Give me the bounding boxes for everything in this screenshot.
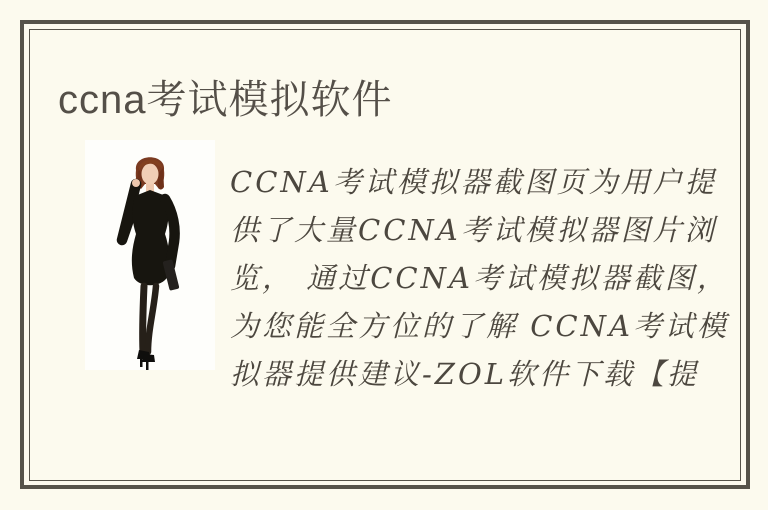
shoe-heel-left <box>140 359 143 367</box>
leg-left <box>143 286 144 352</box>
shoe-heel-right <box>146 362 149 370</box>
woman-illustration <box>85 140 215 370</box>
article-line: 供了大量CCNA考试模拟器图片浏 <box>230 213 717 247</box>
shoe-right <box>142 354 155 362</box>
page-title: ccna考试模拟软件 <box>58 78 393 122</box>
article-text <box>230 158 742 398</box>
woman-photo <box>85 140 215 370</box>
article-line: 拟器提供建议-ZOL软件下载【提 <box>230 357 699 391</box>
leg-right <box>148 286 156 352</box>
article-line: 为您能全方位的了解 CCNA考试模 <box>230 309 729 343</box>
hand <box>132 179 140 187</box>
article-line: CCNA考试模拟器截图页为用户提 <box>230 165 717 199</box>
article-line: 览， 通过CCNA考试模拟器截图， <box>230 261 729 295</box>
lowered-arm <box>165 199 175 266</box>
face-shape <box>142 164 159 185</box>
